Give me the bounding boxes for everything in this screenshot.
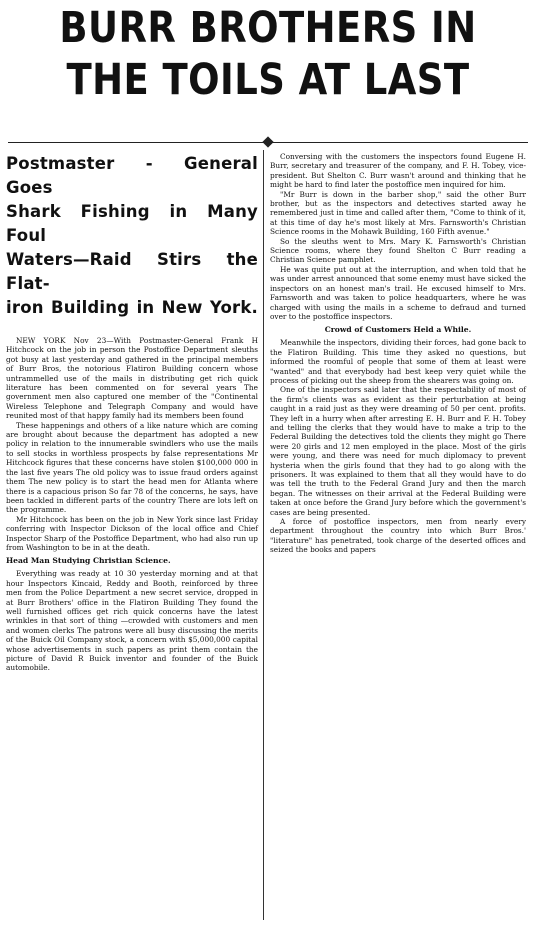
headline-line-1: BURR BROTHERS IN	[59, 3, 477, 53]
paragraph: So the sleuths went to Mrs. Mary K. Farnsworth's Christian Science rooms, where they found Shelton C Burr reading a Christian Science pamphlet.	[270, 236, 526, 265]
subheadline-deck	[6, 152, 258, 320]
right-column	[270, 152, 526, 555]
headline	[38, 2, 499, 106]
section-subhead: Crowd of Customers Held a While.	[324, 325, 472, 335]
paragraph: A force of postoffice inspectors, men from nearly every department throughout the country into which Burr Bros.' "literature" has penetrated, took charge of the deserted offices and seized the books and papers	[270, 517, 526, 555]
paragraph: Meanwhile the inspectors, dividing their forces, had gone back to the Flatiron Building. This time they asked no questions, but informed the roomful of people that some of them at least were "wanted" and that everybody had best keep very quiet while the process of picking out the sheep from the shearers was going on.	[270, 338, 526, 385]
headline-line-2: THE TOILS AT LAST	[66, 55, 470, 105]
paragraph: "Mr Burr is down in the barber shop," said the other Burr brother, but as the inspectors and detectives started away he remembered just in time and called after them, "Come to think of it, at this time of day he's most likely at Mrs. Farnsworth's Christian Science rooms in the Mohawk Building, 160 Fifth avenue."	[270, 189, 526, 237]
deck-line-2: Shark Fishing in Many Foul	[6, 202, 258, 245]
deck-line-4: iron Building in New York.	[6, 298, 258, 317]
left-column	[6, 152, 258, 673]
paragraph: Everything was ready at 10 30 yesterday morning and at that hour Inspectors Kincaid, Reddy and Booth, reinforced by three men from the Police Department a new secret service, dropped in at Burr Brothers' office in the Flatiron Building They found the well furnished offices get rich quick concerns have the latest wrinkles in that sort of thing —crowded with customers and men and women clerks The patrons were all busy discussing the merits of the Buick Oil Company stock, a concern with $5,000,000 capital whose advertisements in such papers as print them contain the picture of David R Buick inventor and founder of the Buick automobile.	[6, 569, 258, 673]
newspaper-page	[0, 2, 536, 925]
paragraph: Conversing with the customers the inspectors found Eugene H. Burr, secretary and treasurer of the company, and F. H. Tobey, vice-president. But Shelton C. Burr wasn't around and thinking that he might be hard to find later the postoffice men inquired for him.	[270, 152, 526, 190]
deck-line-3: Waters—Raid Stirs the Flat-	[6, 250, 258, 293]
rule-ornament	[262, 136, 273, 147]
headline-rule	[8, 138, 528, 147]
deck-line-1: Postmaster - General Goes	[6, 154, 258, 197]
paragraph: One of the inspectors said later that the respectability of most of the firm's clients was as evident as their perturbation at being caught in a raid just as they were dreaming of 50 per cent. profits. They left in a hurry when after arresting E. H. Burr and F. H. Tobey and telling the clerks that they would have to make a trip to the Federal Building the detectives told the clients they might go There were 20 girls and 12 men employed in the place. Most of the girls were young, and there was need for much diplomacy to prevent hysteria when the girls found that they had to go along with the prisoners. It was explained to them that all they would have to do was tell the truth to the Federal Grand Jury and then the march began. The witnesses on their arrival at the Federal Building were taken at once before the Grand Jury before which the government's cases are being presented.	[270, 385, 526, 517]
paragraph: These happenings and others of a like nature which are coming are brought about because the department has adopted a new policy in relation to the innumerable swindlers who use the mails to sell stocks in worthless prospects by false representations Mr Hitchcock figures that these concerns have stolen $100,000 000 in the last five years The old policy was to issue fraud orders against them The new policy is to start the head men for Atlanta where there is a capacious prison So far 78 of the concerns, he says, have been tackled in different parts of the country There are lots left on the programme.	[6, 420, 258, 515]
paragraph-dateline: NEW YORK Nov 23—With Postmaster-General Frank H Hitchcock on the job in person the Postoffice Department sleuths got busy at last yesterday and gathered in the principal members of Burr Bros, the notorious Flatiron Building concern whose untrammelled use of the mails in distributing get rich quick literature has been commented on for several years The government men also captured one member of the "Continental Wireless Telephone and Telegraph Company and would have reunited most of that happy family had its members been found	[6, 336, 258, 421]
paragraph: Mr Hitchcock has been on the job in New York since last Friday conferring with Inspector Dickson of the local office and Chief Inspector Sharp of the Postoffice Department, who had also run up from Washington to be in at the death.	[6, 514, 258, 552]
column-divider	[263, 150, 264, 920]
paragraph: He was quite put out at the interruption, and when told that he was under arrest announced that some enemy must have sicked the inspectors on an honest man's trail. He excused himself to Mrs. Farnsworth and was taken to police headquarters, where he was charged with using the mails in a scheme to defraud and turned over to the postoffice inspectors.	[270, 264, 526, 321]
section-subhead: Head Man Studying Christian Science.	[6, 556, 171, 566]
